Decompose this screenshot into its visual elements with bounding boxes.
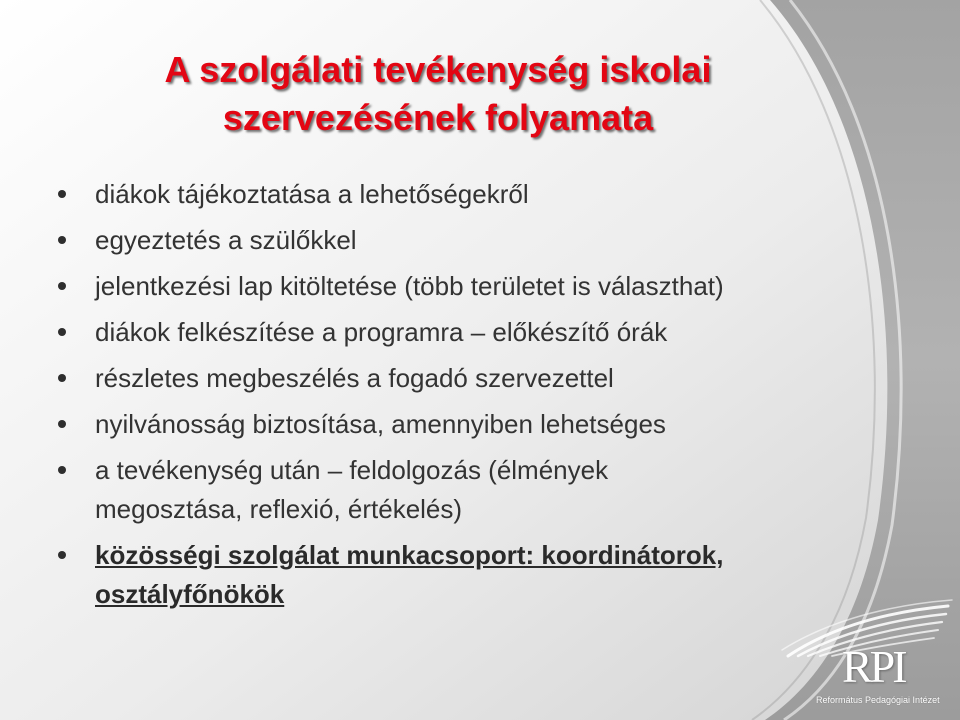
list-item <box>0 359 900 398</box>
list-item-text: nyilvánosság biztosítása, amennyiben lehetséges <box>95 409 666 439</box>
bullet-dot-icon <box>58 551 66 559</box>
title-line-2: szervezésének folyamata <box>222 97 654 138</box>
list-item <box>0 451 900 529</box>
bullet-dot-icon <box>58 236 66 244</box>
list-item <box>0 405 900 444</box>
list-item-text-line-1: a tevékenység után – feldolgozás (élmények <box>95 455 609 485</box>
list-item-text-line-1: közösségi szolgálat munkacsoport: koordinátorok, <box>95 540 724 570</box>
list-item-text: részletes megbeszélés a fogadó szervezettel <box>95 363 614 393</box>
bullet-dot-icon <box>58 282 66 290</box>
logo-institution-name: Református Pedagógiai Intézet <box>816 695 940 705</box>
bullet-dot-icon <box>58 328 66 336</box>
list-item-text: egyeztetés a szülőkkel <box>95 225 357 255</box>
list-item-text: diákok tájékoztatása a lehetőségekről <box>95 179 529 209</box>
list-item-text-line-2: megosztása, reflexió, értékelés) <box>95 494 463 524</box>
list-item <box>0 267 900 306</box>
slide-title <box>40 46 836 142</box>
bullet-list <box>0 175 900 621</box>
title-line-1: A szolgálati tevékenység iskolai <box>164 49 712 90</box>
list-item <box>0 313 900 352</box>
list-item-coordinators <box>0 536 900 614</box>
bullet-dot-icon <box>58 466 66 474</box>
bullet-dot-icon <box>58 420 66 428</box>
list-item-text-line-2: osztályfőnökök <box>95 579 285 609</box>
list-item-text: diákok felkészítése a programra – előkészítő órák <box>95 317 668 347</box>
list-item <box>0 221 900 260</box>
list-item-text: jelentkezési lap kitöltetése (több területet is választhat) <box>95 271 724 301</box>
bullet-dot-icon <box>58 190 66 198</box>
list-item <box>0 175 900 214</box>
logo-mark: RPI <box>842 641 905 692</box>
bullet-dot-icon <box>58 374 66 382</box>
